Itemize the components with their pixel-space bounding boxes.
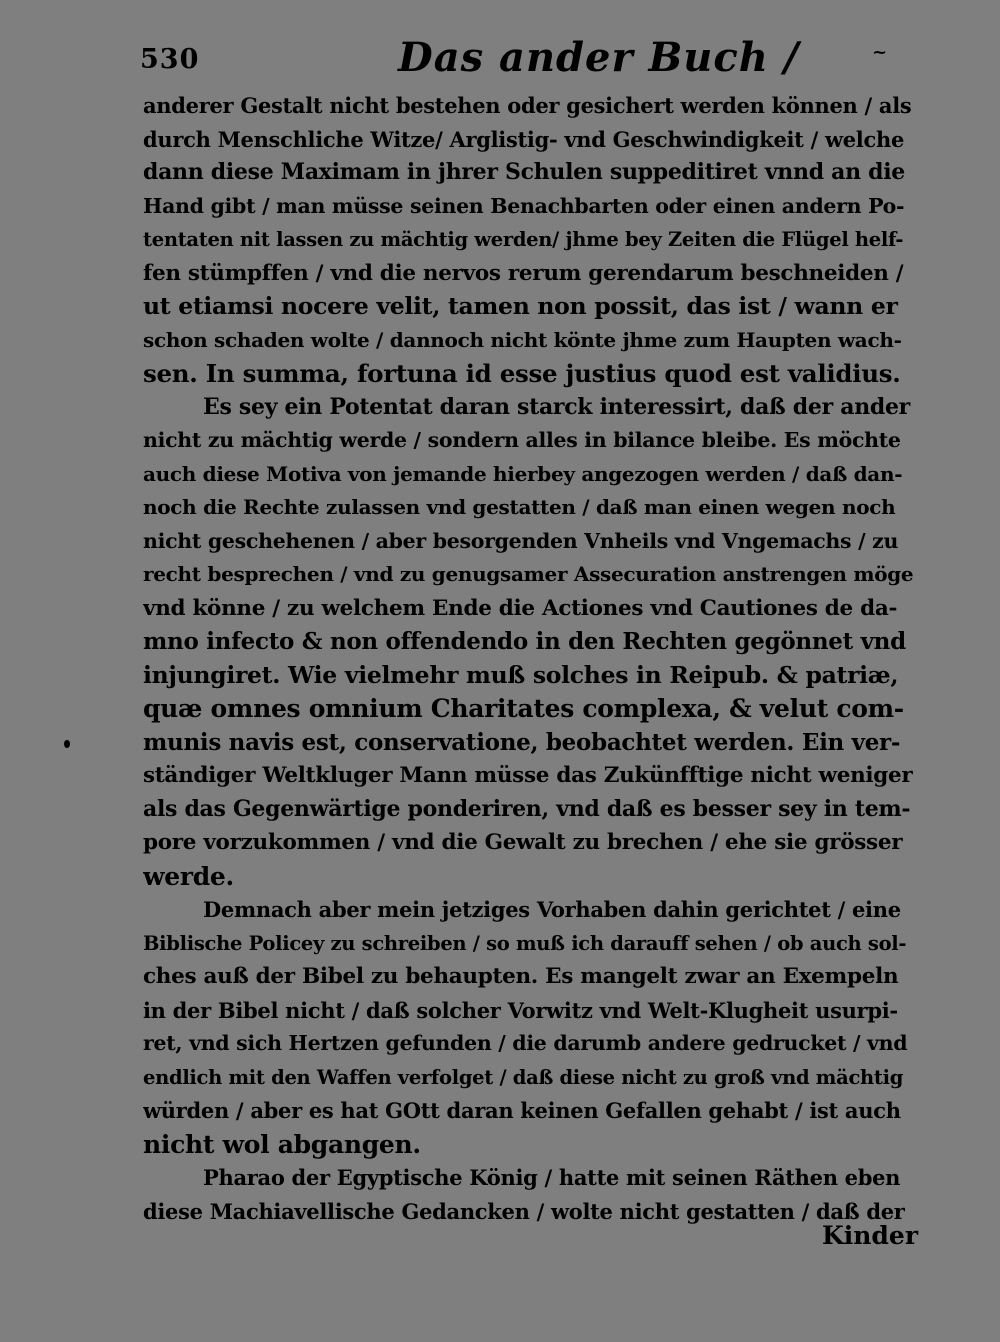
page-header	[140, 30, 920, 90]
text-line: Hand gibt / man müsse seinen Benachbarten oder einen andern Po-	[143, 193, 905, 218]
text-line: ut etiamsi nocere velit, tamen non possit, das ist / wann er	[143, 292, 898, 320]
text-line: injungiret. Wie vielmehr muß solches in Reipub. & patriæ,	[143, 660, 899, 689]
text-line: pore vorzukommen / vnd die Gewalt zu brechen / ehe sie grösser	[143, 830, 903, 855]
text-line: nicht zu mächtig werde / sondern alles in bilance bleibe. Es möchte	[143, 428, 901, 452]
text-line: als das Gegenwärtige ponderiren, vnd daß es besser sey in tem-	[143, 795, 911, 822]
text-line: schon schaden wolte / dannoch nicht könte jhme zum Haupten wach-	[143, 327, 902, 352]
text-line: ret, vnd sich Hertzen gefunden / die darumb andere gedrucket / vnd	[143, 1031, 908, 1055]
text-line: quæ omnes omnium Charitates complexa, & velut com-	[143, 694, 904, 723]
ink-speck	[64, 740, 70, 748]
text-line: Biblische Policey zu schreiben / so muß ich darauff sehen / ob auch sol-	[143, 931, 907, 955]
catchword: Kinder	[822, 1221, 918, 1250]
text-line: in der Bibel nicht / daß solcher Vorwitz vnd Welt-Klugheit usurpi-	[143, 997, 898, 1023]
text-line: mno infecto & non offendendo in den Rechten gegönnet vnd	[143, 628, 906, 655]
header-mark: ~	[872, 42, 888, 63]
text-line: fen stümpffen / vnd die nervos rerum gerendarum beschneiden /	[143, 260, 904, 286]
text-line: nicht geschehenen / aber besorgenden Vnheils vnd Vngemachs / zu	[143, 528, 899, 553]
page-number: 530	[140, 44, 200, 75]
text-line: auch diese Motiva von jemande hierbey angezogen werden / daß dan-	[143, 461, 903, 486]
text-line: Pharao der Egyptische König / hatte mit seinen Räthen eben	[203, 1165, 901, 1190]
text-line: werde.	[143, 861, 234, 891]
text-line: diese Machiavellische Gedancken / wolte nicht gestatten / daß der	[143, 1198, 905, 1224]
text-line: dann diese Maximam in jhrer Schulen suppeditiret vnnd an die	[143, 159, 905, 185]
text-line: sen. In summa, fortuna id esse justius quod est validius.	[143, 359, 901, 388]
text-line: munis navis est, conservatione, beobachtet werden. Ein ver-	[143, 728, 901, 756]
text-line: recht besprechen / vnd zu genugsamer Assecuration anstrengen möge	[143, 562, 913, 586]
text-line: ches auß der Bibel zu behaupten. Es mangelt zwar an Exempeln	[143, 964, 899, 989]
text-line: Es sey ein Potentat daran starck interessirt, daß der ander	[203, 393, 910, 420]
text-line: tentaten nit lassen zu mächtig werden/ jhme bey Zeiten die Flügel helf-	[143, 228, 904, 251]
text-line: endlich mit den Waffen verfolget / daß diese nicht zu groß vnd mächtig	[143, 1065, 904, 1089]
body-text	[143, 89, 913, 1228]
running-head: Das ander Buch /	[398, 34, 800, 81]
text-line: würden / aber es hat GOtt daran keinen Gefallen gehabt / ist auch	[143, 1098, 901, 1123]
text-line: nicht wol abgangen.	[143, 1129, 421, 1159]
text-line: anderer Gestalt nicht bestehen oder gesichert werden können / als	[143, 93, 912, 118]
text-line: Demnach aber mein jetziges Vorhaben dahin gerichtet / eine	[203, 897, 901, 922]
text-line: vnd könne / zu welchem Ende die Actiones vnd Cautiones de da-	[143, 595, 898, 621]
text-line: ständiger Weltkluger Mann müsse das Zukünfftige nicht weniger	[143, 763, 913, 788]
text-line: durch Menschliche Witze/ Arglistig- vnd Geschwindigkeit / welche	[143, 126, 904, 152]
text-line: noch die Rechte zulassen vnd gestatten / daß man einen wegen noch	[143, 495, 896, 519]
